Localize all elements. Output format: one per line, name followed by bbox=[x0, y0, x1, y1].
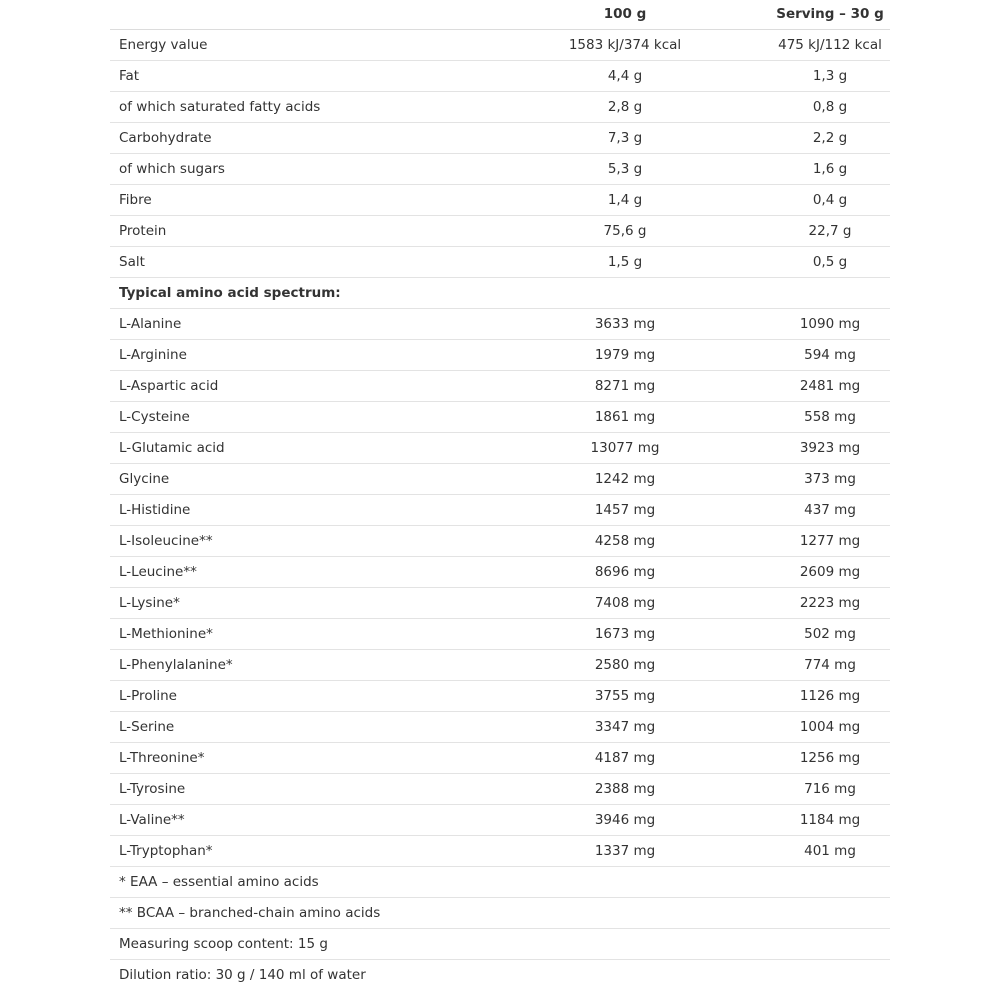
table-header bbox=[110, 0, 890, 30]
row-per-serving: 1,3 g bbox=[812, 68, 848, 84]
row-per-100g: 3633 mg bbox=[594, 316, 656, 332]
row-per-100g: 1979 mg bbox=[594, 347, 656, 363]
row-per-serving: 3923 mg bbox=[799, 440, 861, 456]
row-name: of which sugars bbox=[119, 161, 225, 177]
note-text: ** BCAA – branched-chain amino acids bbox=[119, 905, 381, 921]
row-name: Salt bbox=[119, 254, 145, 270]
table-row bbox=[110, 836, 890, 867]
row-per-100g: 7408 mg bbox=[594, 595, 656, 611]
table-row bbox=[110, 712, 890, 743]
table-row bbox=[110, 309, 890, 340]
row-per-100g: 1457 mg bbox=[594, 502, 656, 518]
row-name: L-Lysine* bbox=[119, 595, 180, 611]
header-per-serving: Serving – 30 g bbox=[776, 6, 884, 22]
row-per-100g: 7,3 g bbox=[607, 130, 643, 146]
row-per-100g: 2580 mg bbox=[594, 657, 656, 673]
nutrition-rows bbox=[110, 30, 890, 278]
table-row bbox=[110, 30, 890, 61]
row-per-serving: 0,8 g bbox=[812, 99, 848, 115]
row-per-100g: 1,4 g bbox=[607, 192, 643, 208]
row-per-100g: 1337 mg bbox=[594, 843, 656, 859]
row-per-serving: 401 mg bbox=[804, 843, 856, 859]
note-text: Dilution ratio: 30 g / 140 ml of water bbox=[119, 967, 366, 983]
row-name: L-Tryptophan* bbox=[119, 843, 213, 859]
row-per-100g: 2,8 g bbox=[607, 99, 643, 115]
row-name: L-Glutamic acid bbox=[119, 440, 225, 456]
row-name: L-Aspartic acid bbox=[119, 378, 219, 394]
row-per-serving: 2609 mg bbox=[799, 564, 861, 580]
table-row bbox=[110, 464, 890, 495]
row-name: L-Methionine* bbox=[119, 626, 213, 642]
row-per-100g: 13077 mg bbox=[590, 440, 660, 456]
row-per-serving: 475 kJ/112 kcal bbox=[778, 37, 882, 53]
note-row bbox=[110, 867, 890, 898]
row-per-serving: 502 mg bbox=[804, 626, 856, 642]
table-row bbox=[110, 650, 890, 681]
row-per-100g: 8271 mg bbox=[594, 378, 656, 394]
table-row bbox=[110, 123, 890, 154]
row-per-serving: 1004 mg bbox=[799, 719, 861, 735]
row-name: Fibre bbox=[119, 192, 152, 208]
row-per-serving: 2481 mg bbox=[799, 378, 861, 394]
row-name: L-Tyrosine bbox=[119, 781, 186, 797]
row-name: Fat bbox=[119, 68, 140, 84]
table-row bbox=[110, 526, 890, 557]
row-per-100g: 4187 mg bbox=[594, 750, 656, 766]
row-per-100g: 2388 mg bbox=[594, 781, 656, 797]
row-name: L-Valine** bbox=[119, 812, 185, 828]
row-name: L-Arginine bbox=[119, 347, 187, 363]
row-name: L-Proline bbox=[119, 688, 177, 704]
row-name: L-Serine bbox=[119, 719, 175, 735]
row-per-serving: 22,7 g bbox=[808, 223, 852, 239]
note-text: Measuring scoop content: 15 g bbox=[119, 936, 328, 952]
table-row bbox=[110, 61, 890, 92]
row-name: L-Phenylalanine* bbox=[119, 657, 233, 673]
row-per-serving: 1277 mg bbox=[799, 533, 861, 549]
row-per-100g: 1583 kJ/374 kcal bbox=[568, 37, 682, 53]
row-name: L-Leucine** bbox=[119, 564, 197, 580]
note-text: * EAA – essential amino acids bbox=[119, 874, 319, 890]
note-row bbox=[110, 929, 890, 960]
row-per-serving: 1184 mg bbox=[799, 812, 861, 828]
row-name: L-Isoleucine** bbox=[119, 533, 213, 549]
row-per-100g: 1673 mg bbox=[594, 626, 656, 642]
note-row bbox=[110, 960, 890, 991]
row-name: Carbohydrate bbox=[119, 130, 212, 146]
row-per-serving: 437 mg bbox=[804, 502, 856, 518]
row-per-100g: 3347 mg bbox=[594, 719, 656, 735]
note-row bbox=[110, 898, 890, 929]
row-name: L-Histidine bbox=[119, 502, 191, 518]
row-name: L-Threonine* bbox=[119, 750, 205, 766]
amino-heading-row bbox=[110, 278, 890, 309]
table-row bbox=[110, 619, 890, 650]
table-row bbox=[110, 185, 890, 216]
row-per-serving: 774 mg bbox=[804, 657, 856, 673]
table-row bbox=[110, 557, 890, 588]
row-per-100g: 4258 mg bbox=[594, 533, 656, 549]
row-per-serving: 0,5 g bbox=[812, 254, 848, 270]
table-row bbox=[110, 247, 890, 278]
row-per-serving: 716 mg bbox=[804, 781, 856, 797]
table-row bbox=[110, 681, 890, 712]
nutrition-table bbox=[110, 0, 890, 991]
table-row bbox=[110, 92, 890, 123]
row-per-serving: 1126 mg bbox=[799, 688, 861, 704]
header-per-100g: 100 g bbox=[603, 6, 647, 22]
amino-rows bbox=[110, 309, 890, 867]
table-row bbox=[110, 216, 890, 247]
row-name: Energy value bbox=[119, 37, 208, 53]
row-name: Protein bbox=[119, 223, 167, 239]
table-row bbox=[110, 774, 890, 805]
row-per-100g: 4,4 g bbox=[607, 68, 643, 84]
row-per-100g: 75,6 g bbox=[603, 223, 647, 239]
row-per-serving: 373 mg bbox=[804, 471, 856, 487]
row-per-serving: 2,2 g bbox=[812, 130, 848, 146]
table-row bbox=[110, 433, 890, 464]
row-per-serving: 558 mg bbox=[804, 409, 856, 425]
row-name: L-Cysteine bbox=[119, 409, 190, 425]
table-row bbox=[110, 371, 890, 402]
table-row bbox=[110, 743, 890, 774]
row-per-100g: 3946 mg bbox=[594, 812, 656, 828]
row-per-serving: 1256 mg bbox=[799, 750, 861, 766]
row-per-100g: 1,5 g bbox=[607, 254, 643, 270]
table-row bbox=[110, 805, 890, 836]
row-per-100g: 8696 mg bbox=[594, 564, 656, 580]
row-per-100g: 3755 mg bbox=[594, 688, 656, 704]
table-row bbox=[110, 340, 890, 371]
table-row bbox=[110, 588, 890, 619]
note-rows bbox=[110, 867, 890, 991]
row-name: of which saturated fatty acids bbox=[119, 99, 321, 115]
row-per-serving: 0,4 g bbox=[812, 192, 848, 208]
table-row bbox=[110, 495, 890, 526]
row-per-serving: 1,6 g bbox=[812, 161, 848, 177]
amino-heading: Typical amino acid spectrum: bbox=[119, 285, 341, 301]
row-name: L-Alanine bbox=[119, 316, 182, 332]
row-name: Glycine bbox=[119, 471, 170, 487]
row-per-serving: 2223 mg bbox=[799, 595, 861, 611]
table-row bbox=[110, 154, 890, 185]
row-per-serving: 594 mg bbox=[804, 347, 856, 363]
row-per-100g: 1242 mg bbox=[594, 471, 656, 487]
row-per-100g: 5,3 g bbox=[607, 161, 643, 177]
table-row bbox=[110, 402, 890, 433]
row-per-100g: 1861 mg bbox=[594, 409, 656, 425]
row-per-serving: 1090 mg bbox=[799, 316, 861, 332]
